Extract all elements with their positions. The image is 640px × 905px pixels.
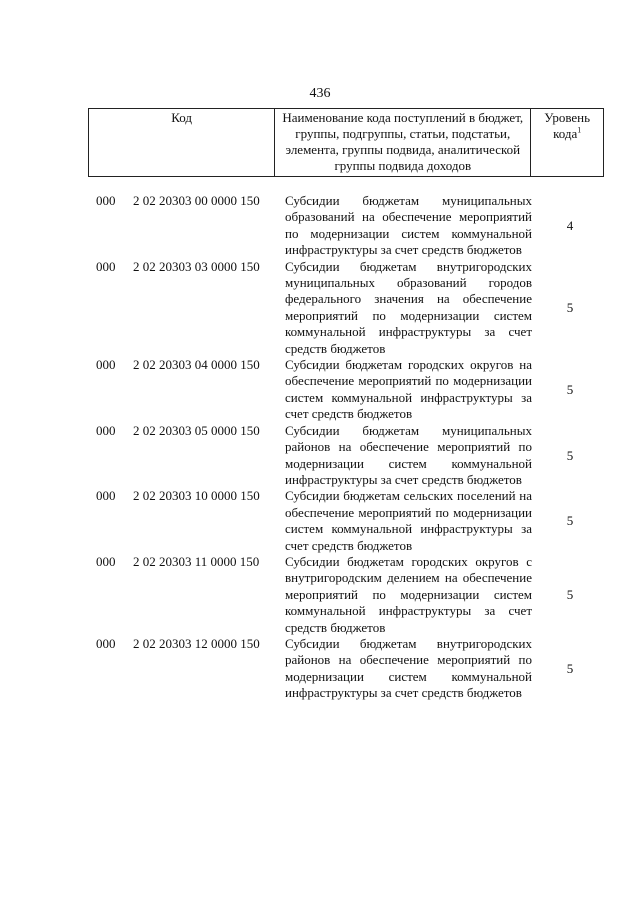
row-code: 2 02 20303 12 0000 150: [133, 635, 260, 651]
table-row: [0, 193, 640, 259]
row-code: 2 02 20303 11 0000 150: [133, 553, 260, 569]
row-name: Субсидии бюджетам городских округов с внутригородским делением на обеспечение мероприятий по модернизации систем коммунальной инфраструктуры за счет средств бюджетов: [285, 553, 532, 635]
row-code: 2 02 20303 04 0000 150: [133, 357, 260, 373]
page-number: 436: [309, 86, 331, 101]
header-level: Уровень кода: [544, 110, 591, 141]
row-level: 5: [566, 447, 574, 463]
header-code: Код: [89, 109, 275, 177]
row-name: Субсидии бюджетам внутригородских районов на обеспечение мероприятий по модернизации систем коммунальной инфраструктуры за счет средств бюджетов: [285, 635, 532, 701]
row-level: 5: [566, 381, 574, 397]
header-name: Наименование кода поступлений в бюджет, группы, подгруппы, статьи, подстатьи, элемента, группы подвида, аналитической группы подвида доходов: [275, 109, 531, 177]
row-prefix: 000: [96, 488, 116, 504]
table-row: [0, 554, 640, 636]
row-prefix: 000: [96, 193, 116, 208]
row-prefix: 000: [96, 258, 116, 274]
row-level: 5: [566, 299, 574, 315]
header-level-footnote: 1: [577, 125, 582, 135]
row-code: 2 02 20303 10 0000 150: [133, 488, 260, 504]
table-row: [0, 259, 640, 357]
row-level: 5: [566, 660, 574, 676]
header-level-cell: [531, 109, 604, 177]
row-name: Субсидии бюджетам городских округов на обеспечение мероприятий по модернизации систем коммунальной инфраструктуры за счет средств бюджетов: [285, 357, 532, 422]
table-body: [0, 193, 640, 702]
row-prefix: 000: [96, 635, 116, 651]
row-code: 2 02 20303 05 0000 150: [133, 422, 260, 438]
row-prefix: 000: [96, 553, 116, 569]
table-row: [0, 636, 640, 702]
row-name: Субсидии бюджетам сельских поселений на обеспечение мероприятий по модернизации систем коммунальной инфраструктуры за счет средств бюджетов: [285, 488, 532, 553]
row-prefix: 000: [96, 422, 116, 438]
table-header: [88, 108, 604, 177]
table-row: [0, 488, 640, 554]
row-level: 5: [566, 513, 574, 529]
row-code: 2 02 20303 00 0000 150: [133, 193, 260, 208]
table-row: [0, 357, 640, 423]
table-row: [0, 423, 640, 489]
row-level: 5: [566, 586, 574, 602]
row-name: Субсидии бюджетам муниципальных образований на обеспечение мероприятий по модернизации систем коммунальной инфраструктуры за счет средств бюджетов: [285, 193, 532, 258]
row-level: 4: [566, 217, 574, 233]
row-name: Субсидии бюджетам внутригородских муниципальных образований городов федерального значения на обеспечение мероприятий по модернизации систем коммунальной инфраструктуры за счет средств бюджетов: [285, 258, 532, 356]
row-code: 2 02 20303 03 0000 150: [133, 258, 260, 274]
row-name: Субсидии бюджетам муниципальных районов на обеспечение мероприятий по модернизации систем коммунальной инфраструктуры за счет средств бюджетов: [285, 422, 532, 487]
row-prefix: 000: [96, 357, 116, 373]
